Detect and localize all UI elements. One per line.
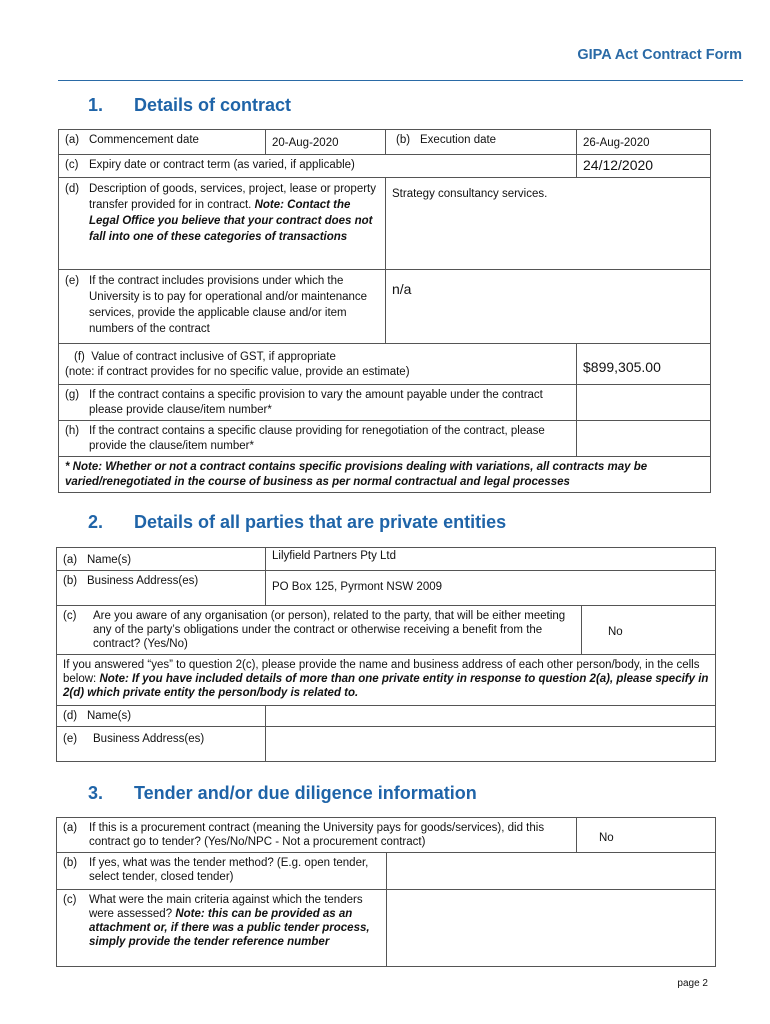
s1-f-label-cell xyxy=(58,343,577,385)
operational-provisions-field[interactable]: n/a xyxy=(385,269,711,344)
s1-g-text: If the contract contains a specific provision to vary the amount payable under the contract please provide clause/item number* xyxy=(89,389,543,416)
s2-c-label-cell xyxy=(56,605,582,655)
description-field[interactable]: Strategy consultancy services. xyxy=(385,177,711,270)
s1-f-text: Value of contract inclusive of GST, if appropriate xyxy=(91,351,336,363)
expiry-date-field[interactable]: 24/12/2020 xyxy=(576,154,711,178)
tender-method-field[interactable] xyxy=(386,852,716,890)
related-name-field[interactable] xyxy=(265,705,716,727)
s1-c-label-cell xyxy=(58,154,577,178)
s3-c-index: (c) xyxy=(63,894,77,906)
s1-h-text: If the contract contains a specific clause providing for renegotiation of the contract, please provide the clause/item number* xyxy=(89,425,545,452)
s1-f-index: (f) xyxy=(74,351,85,363)
s2-d-index: (d) xyxy=(63,710,78,722)
header-divider xyxy=(58,80,743,81)
s3-a-label-cell xyxy=(56,817,577,853)
s3-a-text: If this is a procurement contract (meaning the University pays for goods/services), did this contract go to tender? (Yes/No/NPC - Not a procurement contract) xyxy=(89,822,545,848)
s2-b-label-cell xyxy=(56,570,266,606)
section-3-number: 3. xyxy=(88,783,104,803)
variation-footnote: * Note: Whether or not a contract contains specific provisions dealing with variations, all contracts may be varied/renegotiated in the course of business as per normal contractual and legal processes xyxy=(58,456,711,493)
section-1-number: 1. xyxy=(88,95,104,115)
s1-d-label-cell xyxy=(58,177,386,270)
s1-a-index: (a) xyxy=(65,134,80,146)
renegotiation-clause-field[interactable] xyxy=(576,420,711,457)
page-number: page 2 xyxy=(677,978,708,989)
s1-f-note: (note: if contract provides for no specific value, provide an estimate) xyxy=(65,366,410,378)
section-1-title: Details of contract xyxy=(134,95,292,115)
s2-e-index: (e) xyxy=(63,733,78,745)
tender-criteria-field[interactable] xyxy=(386,889,716,967)
form-title: GIPA Act Contract Form xyxy=(577,47,742,63)
s2-d-label-cell xyxy=(56,705,266,727)
section-3-heading xyxy=(88,783,588,807)
s2-a-text: Name(s) xyxy=(87,554,132,566)
s3-c-note: Note: this can be provided as an attachment or, if there was a public tender process, simply provide the tender reference number xyxy=(89,908,370,948)
s2-d-text: Name(s) xyxy=(87,710,132,722)
s2-a-index: (a) xyxy=(63,554,78,566)
s1-g-index: (g) xyxy=(65,389,80,401)
s2-e-label-cell xyxy=(56,726,266,762)
s3-c-text: What were the main criteria against which the tenders were assessed? xyxy=(89,894,363,920)
s1-h-label-cell xyxy=(58,420,577,457)
s1-g-label-cell xyxy=(58,384,577,421)
s3-c-label-cell xyxy=(56,889,387,967)
s2-e-text: Business Address(es) xyxy=(93,733,205,745)
party-name-field[interactable]: Lilyfield Partners Pty Ltd xyxy=(265,547,716,571)
s1-a-label-cell xyxy=(58,129,266,155)
s3-b-text: If yes, what was the tender method? (E.g. open tender, select tender, closed tender) xyxy=(89,857,369,883)
s2-a-label-cell xyxy=(56,547,266,571)
section-2-number: 2. xyxy=(88,512,104,532)
s1-b-index: (b) xyxy=(396,134,411,146)
s1-c-index: (c) xyxy=(65,159,79,171)
s1-e-index: (e) xyxy=(65,275,80,287)
s1-d-text: Description of goods, services, project, lease or property transfer provided for in contract. xyxy=(89,183,376,211)
s2-instruction xyxy=(56,654,716,706)
s1-b-text: Execution date xyxy=(420,134,497,146)
section-2-heading xyxy=(88,512,588,536)
s1-e-label-cell xyxy=(58,269,386,344)
party-address-field[interactable]: PO Box 125, Pyrmont NSW 2009 xyxy=(265,570,716,606)
s1-a-text: Commencement date xyxy=(89,134,199,146)
s1-c-text: Expiry date or contract term (as varied, if applicable) xyxy=(89,159,355,171)
section-3-title: Tender and/or due diligence information xyxy=(134,783,477,803)
s1-e-text: If the contract includes provisions under which the University is to pay for operational and/or maintenance services, provide the applicable clause and/or item numbers of the contract xyxy=(89,275,368,335)
related-address-field[interactable] xyxy=(265,726,716,762)
section-1-heading xyxy=(88,95,488,119)
tender-answer-field[interactable]: No xyxy=(576,817,716,853)
s2-c-text: Are you aware of any organisation (or person), related to the party, that will be either meeting any of the party’s obligations under the contract or otherwise receiving a benefit from the contract? (Yes/No) xyxy=(93,610,566,650)
section-2-title: Details of all parties that are private entities xyxy=(134,512,507,532)
commencement-date-field[interactable]: 20-Aug-2020 xyxy=(265,129,386,155)
contract-value-field[interactable]: $899,305.00 xyxy=(576,343,711,385)
s2-c-index: (c) xyxy=(63,610,77,622)
s1-h-index: (h) xyxy=(65,425,80,437)
s1-b-label-cell xyxy=(385,129,577,155)
s1-d-note: Note: Contact the Legal Office you believe that your contract does not fall into one of these categories of transactions xyxy=(89,199,373,243)
s3-b-label-cell xyxy=(56,852,387,890)
s2-b-index: (b) xyxy=(63,575,78,587)
s3-b-index: (b) xyxy=(63,857,78,869)
s2-instruction-note: Note: If you have included details of more than one private entity in response to question 2(a), please specify in 2(d) which private entity the person/body is related to. xyxy=(63,673,709,699)
s2-instruction-text: If you answered “yes” to question 2(c), please provide the name and business address of each other person/body, in the cells below: xyxy=(63,659,700,685)
s3-a-index: (a) xyxy=(63,822,78,834)
s2-b-text: Business Address(es) xyxy=(87,575,199,587)
variation-clause-field[interactable] xyxy=(576,384,711,421)
related-party-answer-field[interactable]: No xyxy=(581,605,716,655)
s1-d-index: (d) xyxy=(65,183,80,195)
execution-date-field[interactable]: 26-Aug-2020 xyxy=(576,129,711,155)
